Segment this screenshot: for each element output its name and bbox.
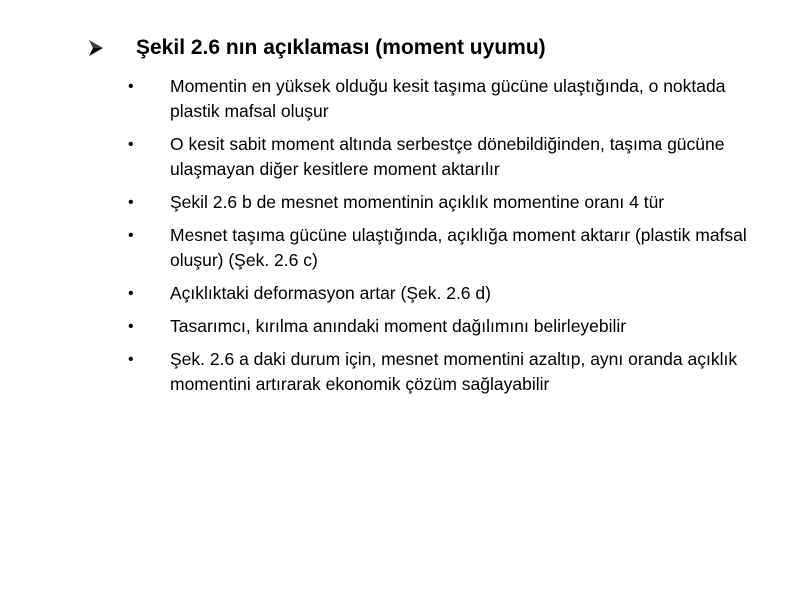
bullet-dot-icon: • xyxy=(128,285,134,302)
list-item xyxy=(128,132,768,182)
bullet-dot-icon: • xyxy=(128,136,134,153)
list-item xyxy=(128,223,768,273)
bullet-dot-icon: • xyxy=(128,351,134,368)
bullet-list xyxy=(128,74,768,405)
list-item-text: Açıklıktaki deformasyon artar (Şek. 2.6 d) xyxy=(170,283,491,303)
list-item xyxy=(128,74,768,124)
bullet-dot-icon: • xyxy=(128,194,134,211)
slide-title: Şekil 2.6 nın açıklaması (moment uyumu) xyxy=(136,36,546,59)
list-item xyxy=(128,314,768,339)
list-item xyxy=(128,190,768,215)
list-item xyxy=(128,281,768,306)
arrowhead-bullet-icon xyxy=(88,39,104,57)
bullet-dot-icon: • xyxy=(128,227,134,244)
list-item-text: Tasarımcı, kırılma anındaki moment dağılımını belirleyebilir xyxy=(170,316,627,336)
bullet-dot-icon: • xyxy=(128,78,134,95)
list-item-text: O kesit sabit moment altında serbestçe dönebildiğinden, taşıma gücüne ulaşmayan diğer kesitlere moment aktarılır xyxy=(170,134,725,179)
list-item-text: Mesnet taşıma gücüne ulaştığında, açıklığa moment aktarır (plastik mafsal oluşur) (Şek. 2.6 c) xyxy=(170,225,747,270)
bullet-dot-icon: • xyxy=(128,318,134,335)
list-item xyxy=(128,347,768,397)
slide-heading xyxy=(88,36,546,60)
list-item-text: Şekil 2.6 b de mesnet momentinin açıklık momentine oranı 4 tür xyxy=(170,192,665,212)
list-item-text: Momentin en yüksek olduğu kesit taşıma gücüne ulaştığında, o noktada plastik mafsal oluşur xyxy=(170,76,726,121)
list-item-text: Şek. 2.6 a daki durum için, mesnet momentini azaltıp, aynı oranda açıklık momentini artırarak ekonomik çözüm sağlayabilir xyxy=(170,349,738,394)
